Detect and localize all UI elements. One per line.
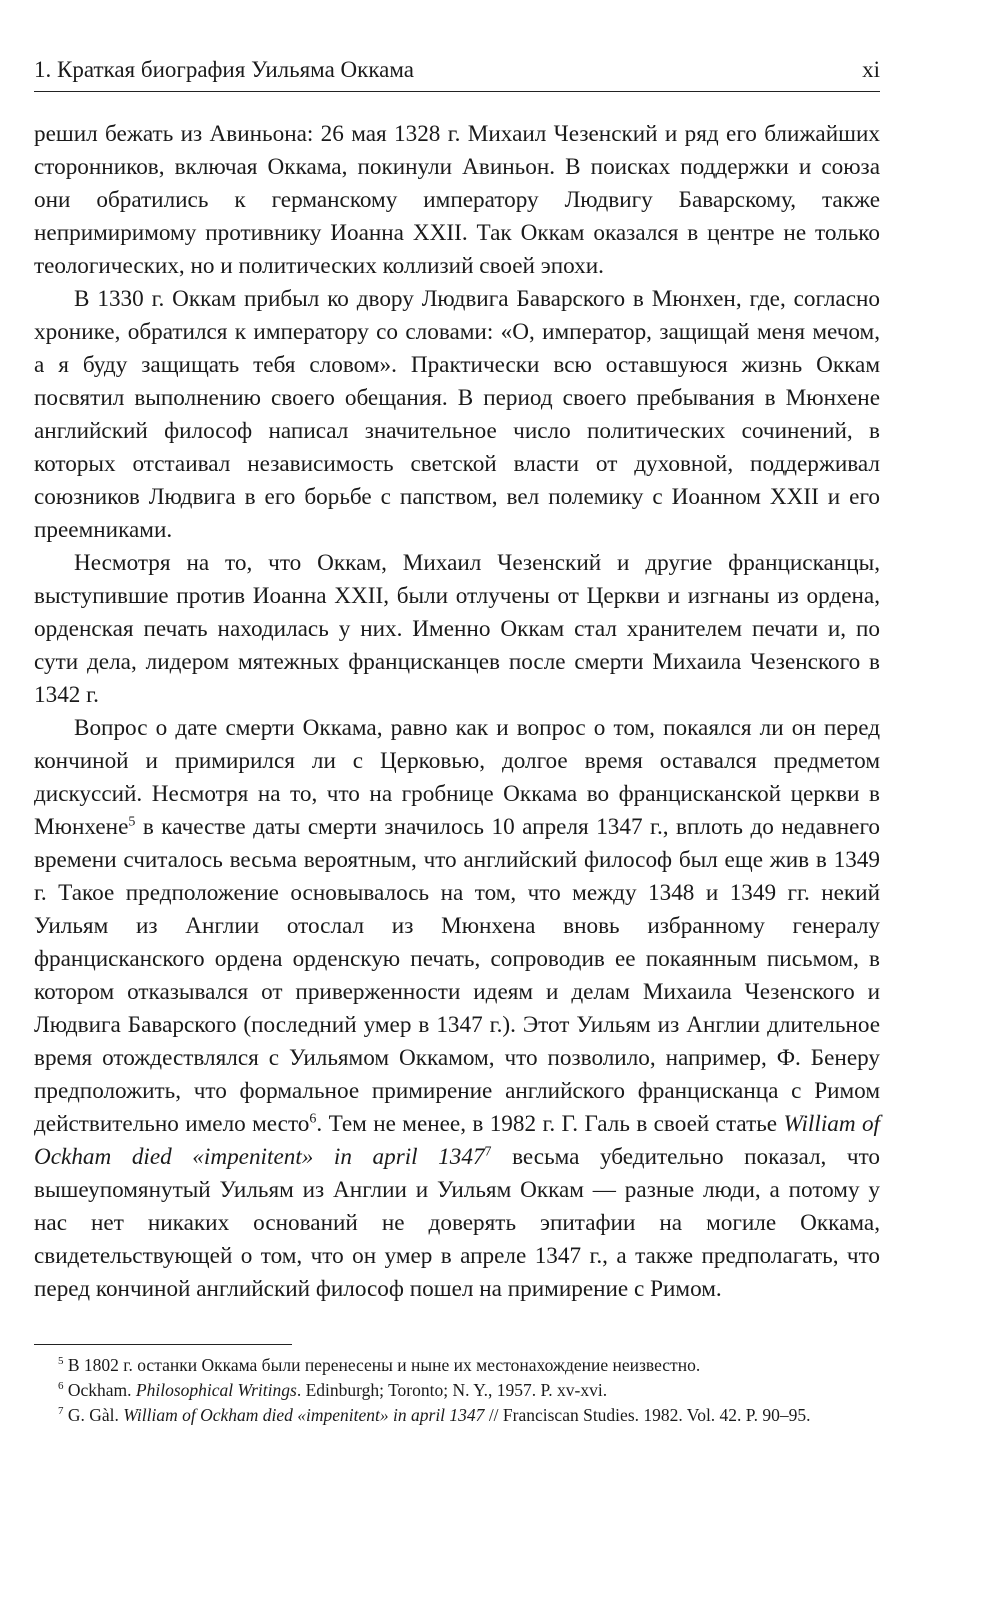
- footnote-ref-7[interactable]: 7: [484, 1144, 492, 1160]
- footnote-ref-6[interactable]: 6: [309, 1111, 317, 1127]
- paragraph-1: [34, 118, 880, 283]
- footnote-book-title: Philosophical Writings: [135, 1380, 297, 1400]
- footnote-6: [34, 1378, 880, 1403]
- chapter-title: 1. Краткая биография Уильяма Оккама: [34, 57, 414, 82]
- paragraph-3: [34, 547, 880, 712]
- footnote-text: G. Gàl.: [67, 1405, 124, 1425]
- paragraph-text: В 1330 г. Оккам прибыл ко двору Людвига Баварского в Мюнхен, где, согласно хронике, обратился к императору со словами: «О, император, защищай меня мечом, а я буду защищать тебя словом». Практически всю оставшуюся жизнь Оккам посвятил выполнению своего обещания. В период своего пребывания в Мюнхене английский философ написал значительное число политических сочинений, в которых отстаивал независимость светской власти от духовной, поддерживал союзников Людвига в его борьбе с папством, вел полемику с Иоанном XXII и его преемниками.: [34, 286, 880, 543]
- footnote-ref-5[interactable]: 5: [128, 814, 136, 830]
- paragraph-2: [34, 283, 880, 547]
- footnote-5: [34, 1353, 880, 1378]
- page-number: xi: [862, 57, 880, 82]
- footnote-text: // Franciscan Studies. 1982. Vol. 42. P. 90–95.: [484, 1405, 811, 1425]
- main-text: [34, 118, 880, 1306]
- running-header: [34, 55, 880, 92]
- paragraph-text: в качестве даты смерти значилось 10 апреля 1347 г., вплоть до недавнего времени считалось весьма вероятным, что английский философ был еще жив в 1349 г. Такое предположение основывалось на том, что между 1348 и 1349 гг. некий Уильям из Англии отослал из Мюнхена вновь избранному генералу францисканского ордена орденскую печать, сопроводив ее покаянным письмом, в котором отказывался от приверженности идеям и делам Михаила Чезенского и Людвига Баварского (последний умер в 1347 г.). Этот Уильям из Англии длительное время отождествлялся с Уильямом Оккамом, что позволило, например, Ф. Бенеру предположить, что формальное примирение английского францисканца с Римом действительно имело место: [34, 814, 880, 1137]
- footnote-text: . Edinburgh; Toronto; N. Y., 1957. P. xv-xvi.: [296, 1380, 608, 1400]
- paragraph-text: . Тем не менее, в 1982 г. Г. Галь в своей статье: [316, 1111, 784, 1137]
- footnote-mark: 7: [58, 1405, 64, 1418]
- footnote-article-title: William of Ockham died «impenitent» in april 1347: [123, 1405, 485, 1425]
- footnote-mark: 6: [58, 1380, 64, 1393]
- footnote-7: [34, 1403, 880, 1428]
- paragraph-text: Несмотря на то, что Оккам, Михаил Чезенский и другие францисканцы, выступившие против Иоанна XXII, были отлучены от Церкви и изгнаны из ордена, орденская печать находилась у них. Именно Оккам стал хранителем печати и, по сути дела, лидером мятежных францисканцев после смерти Михаила Чезенского в 1342 г.: [34, 550, 880, 708]
- paragraph-4: [34, 712, 880, 1306]
- paragraph-text: Вопрос о дате смерти Оккама, равно как и вопрос о том, покаялся ли он перед кончиной и примирился ли с Церковью, долгое время оставался предметом дискуссий. Несмотря на то, что на гробнице Оккама во францисканской церкви в Мюнхене: [34, 715, 880, 840]
- cited-article-title: William of Ockham died «impenitent» in april 1347: [34, 1111, 881, 1170]
- footnotes: [34, 1353, 880, 1428]
- footnote-mark: 5: [58, 1355, 64, 1368]
- paragraph-text: решил бежать из Авиньона: 26 мая 1328 г. Михаил Чезенский и ряд его ближайших сторонников, включая Оккама, покинули Авиньон. В поисках поддержки и союза они обратились к германскому императору Людвигу Баварскому, также непримиримому противнику Иоанна XXII. Так Оккам оказался в центре не только теологических, но и политических коллизий своей эпохи.: [34, 121, 880, 279]
- paragraph-text: весьма убедительно показал, что вышеупомянутый Уильям из Англии и Уильям Оккам — разные люди, а потому у нас нет никаких оснований не доверять эпитафии на могиле Оккама, свидетельствующей о том, что он умер в апреле 1347 г., а также предполагать, что перед кончиной английский философ пошел на примирение с Римом.: [34, 1144, 880, 1302]
- footnote-separator: [34, 1344, 292, 1345]
- footnote-text: В 1802 г. останки Оккама были перенесены и ныне их местонахождение неизвестно.: [67, 1355, 701, 1375]
- footnote-text: Ockham.: [67, 1380, 136, 1400]
